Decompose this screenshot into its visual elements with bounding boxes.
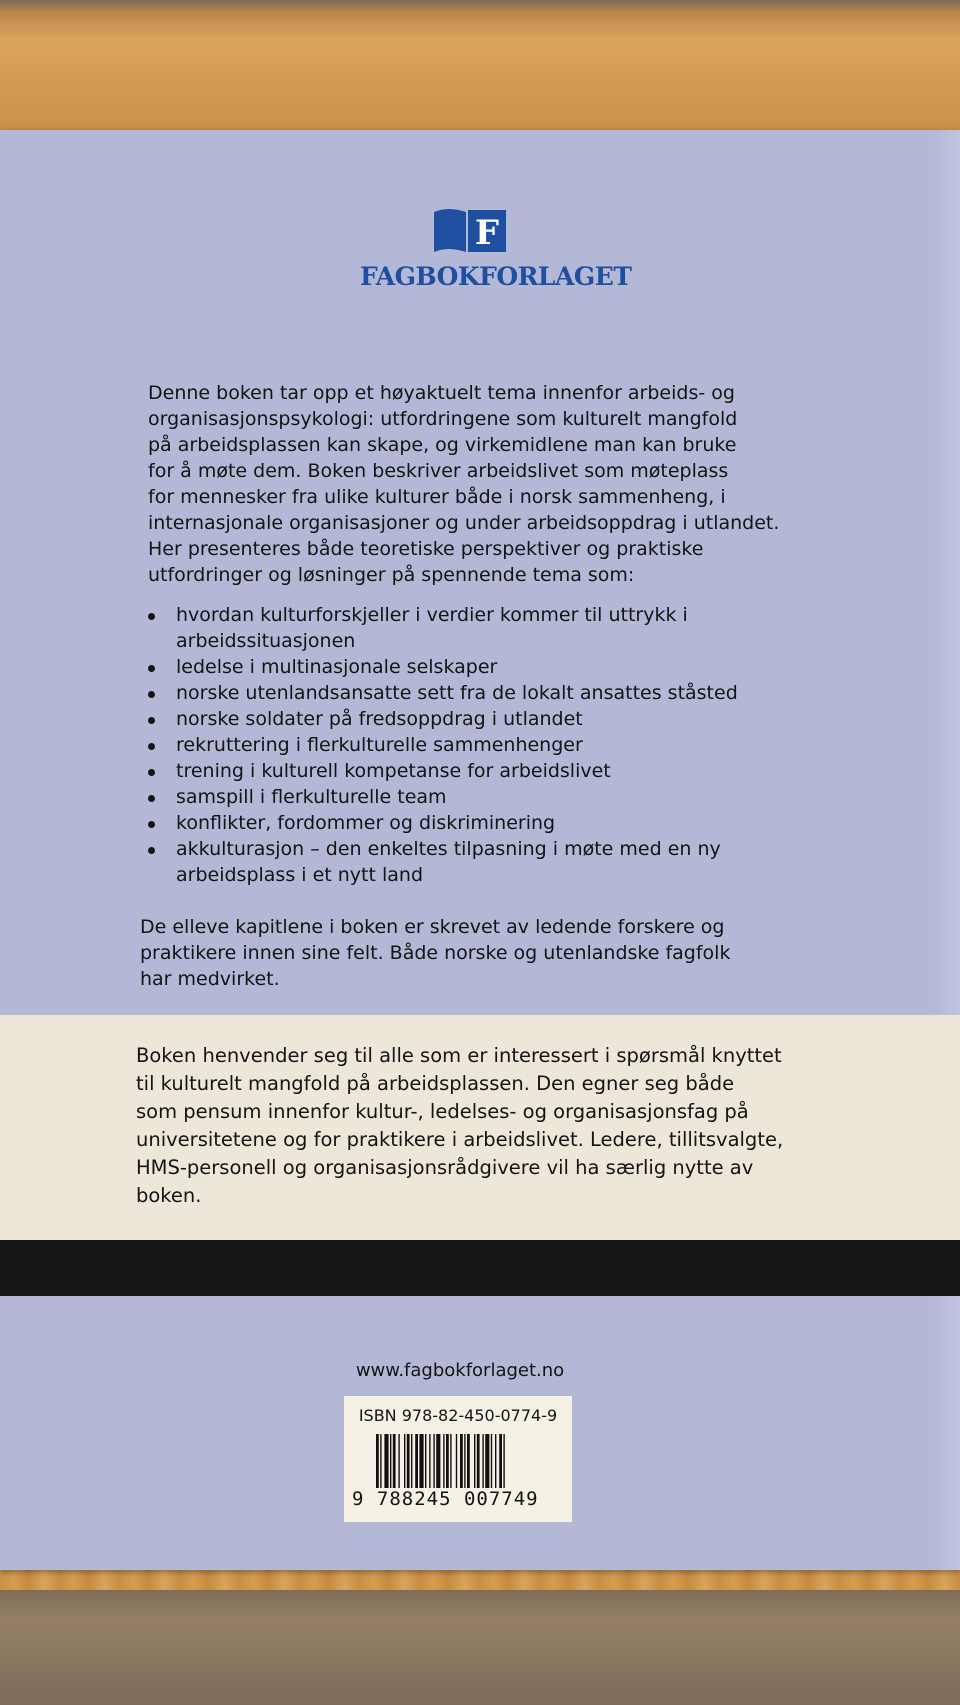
- audience-line: universitetene og for praktikere i arbeidslivet. Ledere, tillitsvalgte,: [136, 1128, 784, 1151]
- topic-list: [142, 602, 912, 888]
- intro-line: utfordringer og løsninger på spennende tema som:: [148, 564, 635, 586]
- publisher-name: FAGBOKFORLAGET: [360, 262, 632, 291]
- cover-edge-highlight: [932, 130, 960, 1570]
- intro-paragraph: [148, 380, 908, 588]
- bullet-dot-icon: [148, 613, 155, 620]
- barcode-icon: [354, 1434, 562, 1490]
- bullet-dot-icon: [148, 847, 155, 854]
- bullet-dot-icon: [148, 743, 155, 750]
- audience-line: boken.: [136, 1184, 202, 1207]
- barcode-label: [344, 1396, 572, 1522]
- bullet-dot-icon: [148, 821, 155, 828]
- closing-line: praktikere innen sine felt. Både norske og utenlandske fagfolk: [140, 942, 731, 964]
- audience-line: HMS-personell og organisasjonsrådgivere vil ha særlig nytte av: [136, 1156, 754, 1179]
- list-item: ledelse i multinasjonale selskaper: [142, 654, 912, 680]
- list-item: trening i kulturell kompetanse for arbeidslivet: [142, 758, 912, 784]
- list-item: samspill i flerkulturelle team: [142, 784, 912, 810]
- intro-line: organisasjonspsykologi: utfordringene som kulturelt mangfold: [148, 408, 738, 430]
- intro-line: internasjonale organisasjoner og under arbeidsoppdrag i utlandet.: [148, 512, 780, 534]
- bullet-dot-icon: [148, 795, 155, 802]
- bullet-dot-icon: [148, 691, 155, 698]
- list-item: hvordan kulturforskjeller i verdier kommer til uttrykk i arbeidssituasjonen: [142, 602, 912, 654]
- bullet-dot-icon: [148, 665, 155, 672]
- wood-table-top: [0, 0, 960, 150]
- svg-text:F: F: [474, 213, 500, 253]
- closing-line: De elleve kapitlene i boken er skrevet av ledende forskere og: [140, 916, 725, 938]
- intro-line: for mennesker fra ulike kulturer både i norsk sammenheng, i: [148, 486, 726, 508]
- publisher-url: www.fagbokforlaget.no: [355, 1360, 565, 1381]
- isbn-text: ISBN 978-82-450-0774-9: [358, 1406, 558, 1425]
- intro-line: Denne boken tar opp et høyaktuelt tema innenfor arbeids- og: [148, 382, 735, 404]
- barcode-digits: 9 788245 007749: [352, 1488, 539, 1510]
- list-item: rekruttering i flerkulturelle sammenhenger: [142, 732, 912, 758]
- closing-paragraph: [140, 914, 900, 992]
- bullet-dot-icon: [148, 769, 155, 776]
- list-item: akkulturasjon – den enkeltes tilpasning i møte med en ny arbeidsplass i et nytt land: [142, 836, 912, 888]
- audience-paragraph: [136, 1042, 916, 1210]
- wood-table-bottom: [0, 1590, 960, 1705]
- closing-line: har medvirket.: [140, 968, 280, 990]
- list-item: norske soldater på fredsoppdrag i utlandet: [142, 706, 912, 732]
- audience-line: til kulturelt mangfold på arbeidsplassen. Den egner seg både: [136, 1072, 735, 1095]
- intro-line: på arbeidsplassen kan skape, og virkemidlene man kan bruke: [148, 434, 737, 456]
- list-item: konflikter, fordommer og diskriminering: [142, 810, 912, 836]
- intro-line: for å møte dem. Boken beskriver arbeidslivet som møteplass: [148, 460, 729, 482]
- black-stripe: [0, 1240, 960, 1296]
- audience-line: som pensum innenfor kultur-, ledelses- og organisasjonsfag på: [136, 1100, 749, 1123]
- audience-line: Boken henvender seg til alle som er interessert i spørsmål knyttet: [136, 1044, 782, 1067]
- list-item: norske utenlandsansatte sett fra de lokalt ansattes ståsted: [142, 680, 912, 706]
- book-f-icon: [432, 206, 508, 256]
- bullet-dot-icon: [148, 717, 155, 724]
- intro-line: Her presenteres både teoretiske perspektiver og praktiske: [148, 538, 704, 560]
